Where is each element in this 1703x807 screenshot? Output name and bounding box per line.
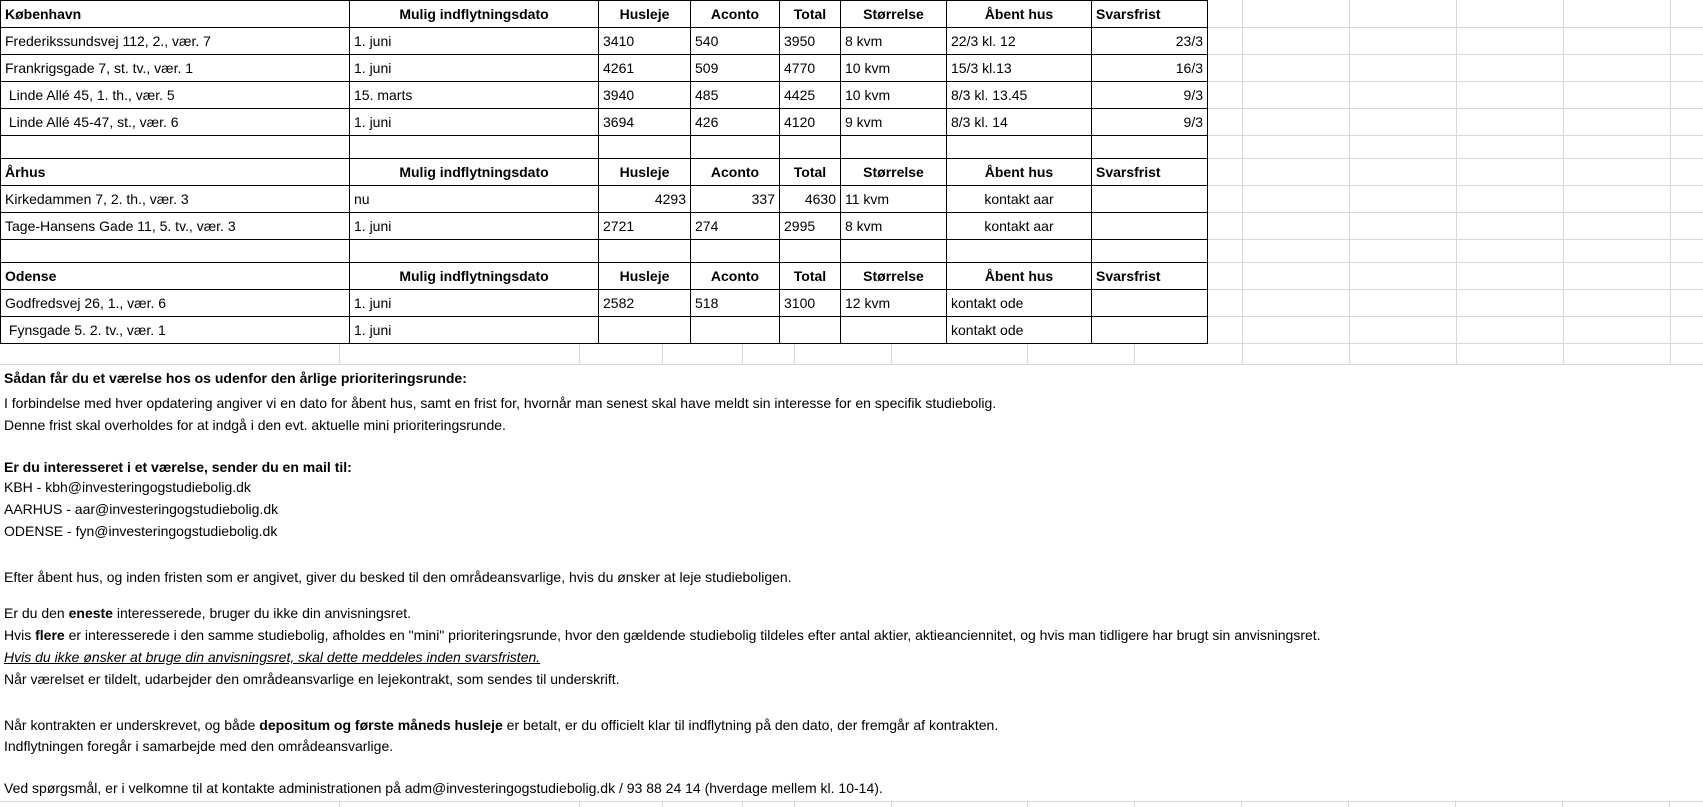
cell-deadline[interactable]: 23/3 <box>1092 28 1208 55</box>
table-row <box>1 317 1208 344</box>
note-line[interactable] <box>4 415 506 435</box>
cell-total[interactable] <box>780 317 841 344</box>
gridline-v <box>1670 0 1671 365</box>
note-line[interactable] <box>4 368 467 388</box>
cell-aconto[interactable]: 509 <box>691 55 780 82</box>
header-cell-date[interactable]: Mulig indflytningsdato <box>350 263 599 290</box>
cell-size[interactable]: 11 kvm <box>841 186 947 213</box>
section-header-row <box>1 263 1208 290</box>
header-cell-date[interactable]: Mulig indflytningsdato <box>350 159 599 186</box>
header-cell-total[interactable]: Total <box>780 263 841 290</box>
spacer-row <box>1 136 1208 159</box>
cell-deadline[interactable] <box>1092 213 1208 240</box>
gridline-v <box>742 801 743 807</box>
gridline-h <box>1135 81 1703 82</box>
note-line[interactable] <box>4 625 1321 645</box>
cell-total[interactable]: 4630 <box>780 186 841 213</box>
note-line[interactable] <box>4 457 352 477</box>
note-text-segment: er betalt, er du officielt klar til indflytning på den dato, der fremgår af kontrakten. <box>502 717 999 733</box>
cell-aconto[interactable]: 337 <box>691 186 780 213</box>
cell-empty[interactable] <box>947 240 1092 263</box>
cell-empty[interactable] <box>1 136 350 159</box>
gridline-h <box>1135 185 1703 186</box>
header-cell-aconto[interactable]: Aconto <box>691 159 780 186</box>
cell-size[interactable]: 10 kvm <box>841 82 947 109</box>
header-cell-deadline[interactable]: Svarsfrist <box>1092 159 1208 186</box>
cell-deadline[interactable]: 9/3 <box>1092 82 1208 109</box>
gridline-v <box>339 343 340 364</box>
cell-deadline[interactable] <box>1092 317 1208 344</box>
cell-date[interactable]: 1. juni <box>350 213 599 240</box>
note-text-segment: Indflytningen foregår i samarbejde med den områdeansvarlige. <box>4 738 394 754</box>
gridline-v <box>339 801 340 807</box>
note-text-segment: Denne frist skal overholdes for at indgå i den evt. aktuelle mini prioriteringsrunde. <box>4 417 506 433</box>
cell-empty[interactable] <box>691 240 780 263</box>
cell-aconto[interactable]: 274 <box>691 213 780 240</box>
cell-husleje[interactable]: 3410 <box>599 28 691 55</box>
gridline-v <box>1669 801 1670 807</box>
gridline-v <box>742 343 743 364</box>
gridline-v <box>662 801 663 807</box>
housing-table-body <box>1 1 1208 344</box>
cell-date[interactable]: 1. juni <box>350 109 599 136</box>
cell-husleje[interactable]: 2721 <box>599 213 691 240</box>
gridline-v <box>1134 801 1135 807</box>
cell-total[interactable]: 2995 <box>780 213 841 240</box>
gridline-h <box>1135 158 1703 159</box>
gridline-v <box>1563 0 1564 365</box>
note-text-segment: interesserede, bruger du ikke din anvisningsret. <box>112 605 412 621</box>
note-line[interactable] <box>4 477 251 497</box>
header-cell-address[interactable]: Århus <box>1 159 350 186</box>
gridline-v <box>1242 0 1243 365</box>
gridline-v <box>891 343 892 364</box>
cell-address[interactable]: Linde Allé 45, 1. th., vær. 5 <box>1 82 350 109</box>
table-row <box>1 82 1208 109</box>
cell-empty[interactable] <box>350 240 599 263</box>
note-text-segment: Hvis du ikke ønsker at bruge din anvisningsret, skal dette meddeles inden svarsfristen. <box>4 649 541 665</box>
note-text-segment: depositum og første måneds husleje <box>259 717 503 733</box>
table-row <box>1 55 1208 82</box>
gridline-v <box>579 801 580 807</box>
cell-empty[interactable] <box>780 240 841 263</box>
header-cell-open-house[interactable]: Åbent hus <box>947 1 1092 28</box>
cell-empty[interactable] <box>841 240 947 263</box>
gridline-h <box>1135 289 1703 290</box>
cell-aconto[interactable]: 485 <box>691 82 780 109</box>
cell-empty[interactable] <box>1 240 350 263</box>
header-cell-address[interactable]: Odense <box>1 263 350 290</box>
cell-deadline[interactable] <box>1092 290 1208 317</box>
note-line[interactable] <box>4 499 278 519</box>
header-cell-size[interactable]: Størrelse <box>841 1 947 28</box>
cell-size[interactable]: 9 kvm <box>841 109 947 136</box>
gridline-v <box>1241 801 1242 807</box>
cell-open-house[interactable]: 15/3 kl.13 <box>947 55 1092 82</box>
cell-open-house[interactable]: kontakt ode <box>947 317 1092 344</box>
header-cell-open-house[interactable]: Åbent hus <box>947 263 1092 290</box>
gridline-v <box>1562 801 1563 807</box>
cell-address[interactable]: Frederikssundsvej 112, 2., vær. 7 <box>1 28 350 55</box>
cell-husleje[interactable]: 2582 <box>599 290 691 317</box>
note-text-segment: Hvis <box>4 627 36 643</box>
note-line[interactable] <box>4 647 540 667</box>
section-header-row <box>1 1 1208 28</box>
cell-size[interactable]: 10 kvm <box>841 55 947 82</box>
header-cell-husleje[interactable]: Husleje <box>599 263 691 290</box>
table-row <box>1 186 1208 213</box>
gridline-v <box>794 801 795 807</box>
cell-husleje[interactable]: 4261 <box>599 55 691 82</box>
header-cell-size[interactable]: Størrelse <box>841 263 947 290</box>
gridline-h <box>1135 212 1703 213</box>
cell-husleje[interactable]: 4293 <box>599 186 691 213</box>
note-text-segment: er interesserede i den samme studiebolig, afholdes en "mini" prioriteringsrunde, hvor den gældende studiebolig tildeles efter antal aktier, aktieanciennitet, og hvis man tidligere har brugt sin anvisningsret. <box>64 627 1321 643</box>
gridline-v <box>1348 801 1349 807</box>
gridline-v <box>662 343 663 364</box>
gridline-v <box>1027 801 1028 807</box>
cell-open-house[interactable]: kontakt ode <box>947 290 1092 317</box>
table-row <box>1 290 1208 317</box>
header-cell-aconto[interactable]: Aconto <box>691 263 780 290</box>
cell-size[interactable] <box>841 317 947 344</box>
cell-address[interactable]: Linde Allé 45-47, st., vær. 6 <box>1 109 350 136</box>
cell-aconto[interactable]: 426 <box>691 109 780 136</box>
gridline-v <box>1349 0 1350 365</box>
gridline-h <box>1135 316 1703 317</box>
cell-open-house[interactable]: 22/3 kl. 12 <box>947 28 1092 55</box>
header-cell-size[interactable]: Størrelse <box>841 159 947 186</box>
note-text-segment: eneste <box>68 605 113 621</box>
header-cell-aconto[interactable]: Aconto <box>691 1 780 28</box>
cell-open-house[interactable]: kontakt aar <box>947 213 1092 240</box>
cell-total[interactable]: 3950 <box>780 28 841 55</box>
cell-empty[interactable] <box>691 136 780 159</box>
cell-deadline[interactable]: 16/3 <box>1092 55 1208 82</box>
note-text-segment: AARHUS - aar@investeringogstudiebolig.dk <box>4 501 279 517</box>
note-text-segment: Sådan får du et værelse hos os udenfor den årlige prioriteringsrunde: <box>4 370 467 386</box>
cell-size[interactable]: 8 kvm <box>841 28 947 55</box>
cell-size[interactable]: 12 kvm <box>841 290 947 317</box>
note-text-segment: KBH - kbh@investeringogstudiebolig.dk <box>4 479 251 495</box>
cell-address[interactable]: Frankrigsgade 7, st. tv., vær. 1 <box>1 55 350 82</box>
note-text-segment: ODENSE - fyn@investeringogstudiebolig.dk <box>4 523 278 539</box>
note-line[interactable] <box>4 521 277 541</box>
gridline-v <box>1455 801 1456 807</box>
section-header-row <box>1 159 1208 186</box>
note-text-segment: Når værelset er tildelt, udarbejder den områdeansvarlige en lejekontrakt, som sendes til underskrift. <box>4 671 620 687</box>
note-text-segment: Når kontrakten er underskrevet, og både <box>4 717 260 733</box>
gridline-h <box>1135 108 1703 109</box>
gridline-h <box>1135 239 1703 240</box>
note-text-segment: Er du interesseret i et værelse, sender du en mail til: <box>4 459 352 475</box>
note-line[interactable] <box>4 715 998 735</box>
cell-deadline[interactable]: 9/3 <box>1092 109 1208 136</box>
gridline-h <box>1135 27 1703 28</box>
gridline-v <box>1027 343 1028 364</box>
note-line[interactable] <box>4 736 393 756</box>
gridline-v <box>1456 0 1457 365</box>
gridline-h <box>0 801 1703 802</box>
cell-aconto[interactable] <box>691 317 780 344</box>
gridline-v <box>1134 343 1135 364</box>
cell-date[interactable]: 1. juni <box>350 28 599 55</box>
note-line[interactable] <box>4 603 411 623</box>
gridline-v <box>794 343 795 364</box>
cell-aconto[interactable]: 518 <box>691 290 780 317</box>
gridline-h <box>1135 54 1703 55</box>
note-line[interactable] <box>4 567 792 587</box>
cell-date[interactable]: 1. juni <box>350 290 599 317</box>
table-row <box>1 28 1208 55</box>
cell-total[interactable]: 3100 <box>780 290 841 317</box>
note-text-segment: Efter åbent hus, og inden fristen som er angivet, giver du besked til den områdeansvarlige, hvis du ønsker at leje studieboligen. <box>4 569 792 585</box>
cell-size[interactable]: 8 kvm <box>841 213 947 240</box>
gridline-v <box>579 343 580 364</box>
header-cell-husleje[interactable]: Husleje <box>599 1 691 28</box>
note-text-segment: Er du den <box>4 605 69 621</box>
cell-empty[interactable] <box>1092 136 1208 159</box>
cell-deadline[interactable] <box>1092 186 1208 213</box>
cell-empty[interactable] <box>841 136 947 159</box>
cell-empty[interactable] <box>1092 240 1208 263</box>
spacer-row <box>1 240 1208 263</box>
table-row <box>1 213 1208 240</box>
cell-husleje[interactable]: 3694 <box>599 109 691 136</box>
gridline-v <box>891 801 892 807</box>
housing-table <box>0 0 1208 344</box>
cell-address[interactable]: Kirkedammen 7, 2. th., vær. 3 <box>1 186 350 213</box>
header-cell-open-house[interactable]: Åbent hus <box>947 159 1092 186</box>
cell-empty[interactable] <box>599 240 691 263</box>
cell-aconto[interactable]: 540 <box>691 28 780 55</box>
gridline-h <box>1135 343 1703 344</box>
gridline-h <box>0 364 1703 365</box>
note-text-segment: I forbindelse med hver opdatering angiver vi en dato for åbent hus, samt en frist for, hvornår man senest skal have meldt sin interesse for en specifik studiebolig. <box>4 395 997 411</box>
note-text-segment: flere <box>35 627 65 643</box>
cell-empty[interactable] <box>350 136 599 159</box>
cell-date[interactable]: 15. marts <box>350 82 599 109</box>
cell-empty[interactable] <box>599 136 691 159</box>
cell-address[interactable]: Tage-Hansens Gade 11, 5. tv., vær. 3 <box>1 213 350 240</box>
cell-husleje[interactable]: 3940 <box>599 82 691 109</box>
note-line[interactable] <box>4 778 883 798</box>
cell-total[interactable]: 4425 <box>780 82 841 109</box>
note-text-segment: Ved spørgsmål, er i velkomne til at kontakte administrationen på adm@investeringogstudiebolig.dk / 93 88 24 14 (hverdage mellem kl. 10-14). <box>4 780 883 796</box>
cell-address[interactable]: Fynsgade 5. 2. tv., vær. 1 <box>1 317 350 344</box>
gridline-h <box>1135 135 1703 136</box>
cell-date[interactable]: 1. juni <box>350 317 599 344</box>
header-cell-husleje[interactable]: Husleje <box>599 159 691 186</box>
header-cell-deadline[interactable]: Svarsfrist <box>1092 263 1208 290</box>
gridline-h <box>1135 262 1703 263</box>
note-line[interactable] <box>4 669 620 689</box>
cell-total[interactable]: 4770 <box>780 55 841 82</box>
table-row <box>1 109 1208 136</box>
cell-husleje[interactable] <box>599 317 691 344</box>
cell-empty[interactable] <box>947 136 1092 159</box>
header-cell-total[interactable]: Total <box>780 159 841 186</box>
cell-date[interactable]: 1. juni <box>350 55 599 82</box>
header-cell-total[interactable]: Total <box>780 1 841 28</box>
header-cell-deadline[interactable]: Svarsfrist <box>1092 1 1208 28</box>
cell-open-house[interactable]: 8/3 kl. 14 <box>947 109 1092 136</box>
cell-date[interactable]: nu <box>350 186 599 213</box>
cell-open-house[interactable]: kontakt aar <box>947 186 1092 213</box>
header-cell-address[interactable]: København <box>1 1 350 28</box>
header-cell-date[interactable]: Mulig indflytningsdato <box>350 1 599 28</box>
cell-address[interactable]: Godfredsvej 26, 1., vær. 6 <box>1 290 350 317</box>
cell-empty[interactable] <box>780 136 841 159</box>
cell-total[interactable]: 4120 <box>780 109 841 136</box>
note-line[interactable] <box>4 393 996 413</box>
cell-open-house[interactable]: 8/3 kl. 13.45 <box>947 82 1092 109</box>
